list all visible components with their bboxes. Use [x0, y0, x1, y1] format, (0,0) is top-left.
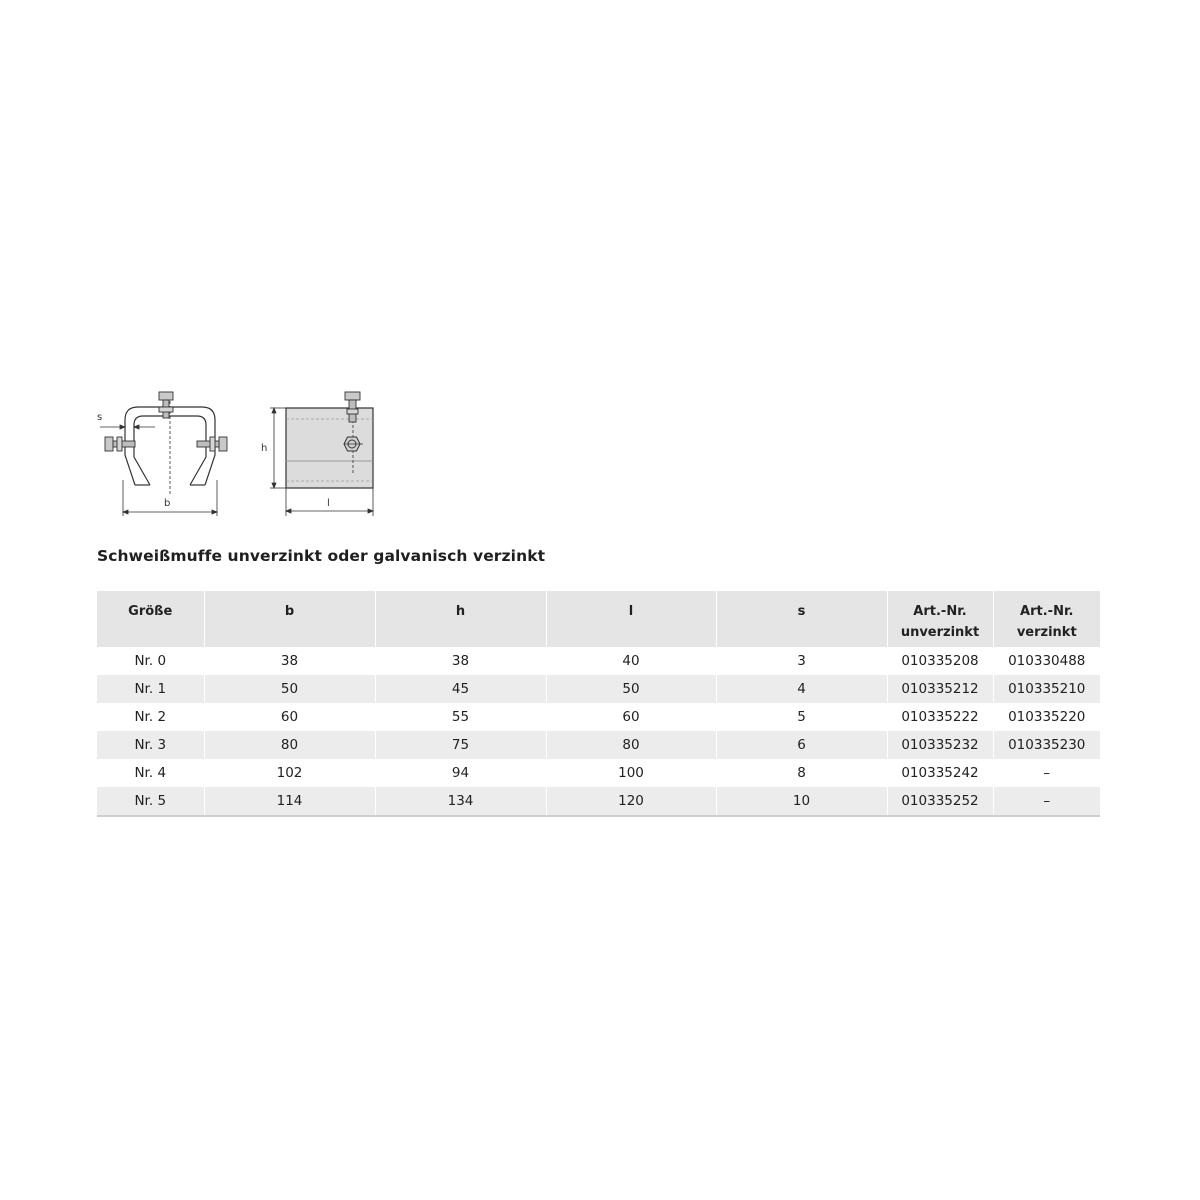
cell-size: Nr. 3 — [97, 731, 204, 759]
cell-s: 3 — [716, 647, 887, 675]
col-header-art-verzinkt: Art.-Nr. verzinkt — [993, 591, 1100, 647]
cell-art-verzinkt: 010335210 — [993, 675, 1100, 703]
cell-h: 45 — [375, 675, 546, 703]
cell-art-verzinkt: 010335220 — [993, 703, 1100, 731]
table-row — [97, 787, 1100, 816]
cell-b: 38 — [204, 647, 375, 675]
cell-l: 50 — [546, 675, 716, 703]
col-header-size: Größe — [97, 591, 204, 647]
table-row — [97, 675, 1100, 703]
cell-art-unverzinkt: 010335222 — [887, 703, 993, 731]
dim-label-s: s — [97, 412, 103, 423]
table-row — [97, 647, 1100, 675]
cell-l: 40 — [546, 647, 716, 675]
left-bolt — [105, 437, 135, 451]
dim-label-b: b — [164, 498, 171, 509]
dim-label-l: l — [327, 498, 330, 509]
cell-l: 100 — [546, 759, 716, 787]
cell-s: 8 — [716, 759, 887, 787]
cell-h: 94 — [375, 759, 546, 787]
cell-size: Nr. 1 — [97, 675, 204, 703]
section-title: Schweißmuffe unverzinkt oder galvanisch verzinkt — [97, 547, 546, 565]
col-header-l: l — [546, 591, 716, 647]
col-header-art-unverzinkt: Art.-Nr. unverzinkt — [887, 591, 993, 647]
cell-h: 134 — [375, 787, 546, 816]
cell-h: 55 — [375, 703, 546, 731]
cell-size: Nr. 0 — [134, 653, 167, 669]
cell-s: 6 — [716, 731, 887, 759]
cell-size: Nr. 4 — [134, 765, 167, 781]
cell-size: Nr. 2 — [134, 709, 167, 725]
col-header-b: b — [204, 591, 375, 647]
cell-art-unverzinkt: 010335232 — [887, 731, 993, 759]
side-view — [286, 395, 373, 488]
cell-art-verzinkt: 010335230 — [993, 731, 1100, 759]
technical-drawing — [95, 385, 385, 520]
col-header-h: h — [375, 591, 546, 647]
dim-s — [100, 425, 155, 429]
table-header — [97, 591, 1100, 647]
cell-h: 38 — [375, 647, 546, 675]
cell-s: 4 — [716, 675, 887, 703]
cell-b: 50 — [204, 675, 375, 703]
right-bolt — [197, 437, 227, 451]
cell-b: 60 — [204, 703, 375, 731]
cell-art-verzinkt: – — [993, 759, 1100, 787]
cell-b: 80 — [204, 731, 375, 759]
front-view — [125, 401, 215, 495]
dim-label-h: h — [261, 443, 268, 454]
cell-art-unverzinkt: 010335208 — [887, 647, 993, 675]
cell-s: 10 — [716, 787, 887, 816]
cell-h: 75 — [375, 731, 546, 759]
cell-l: 60 — [546, 703, 716, 731]
cell-size: Nr. 5 — [97, 787, 204, 816]
block-body — [286, 408, 373, 488]
table-body — [97, 647, 1100, 816]
table-row — [97, 731, 1100, 759]
col-header-s: s — [716, 591, 887, 647]
cell-b: 114 — [204, 787, 375, 816]
cell-art-verzinkt: – — [993, 787, 1100, 816]
cell-b: 102 — [204, 759, 375, 787]
cell-s: 5 — [716, 703, 887, 731]
dim-h — [270, 408, 286, 488]
table-row — [97, 703, 1100, 731]
cell-art-unverzinkt: 010335252 — [887, 787, 993, 816]
cell-l: 120 — [546, 787, 716, 816]
table-row — [97, 759, 1100, 787]
top-bolt-front — [159, 392, 173, 418]
cell-art-unverzinkt: 010335212 — [887, 675, 993, 703]
cell-art-verzinkt: 010330488 — [993, 647, 1100, 675]
cell-l: 80 — [546, 731, 716, 759]
cell-art-unverzinkt: 010335242 — [887, 759, 993, 787]
spec-table — [97, 591, 1100, 817]
drawing-svg — [95, 385, 385, 520]
